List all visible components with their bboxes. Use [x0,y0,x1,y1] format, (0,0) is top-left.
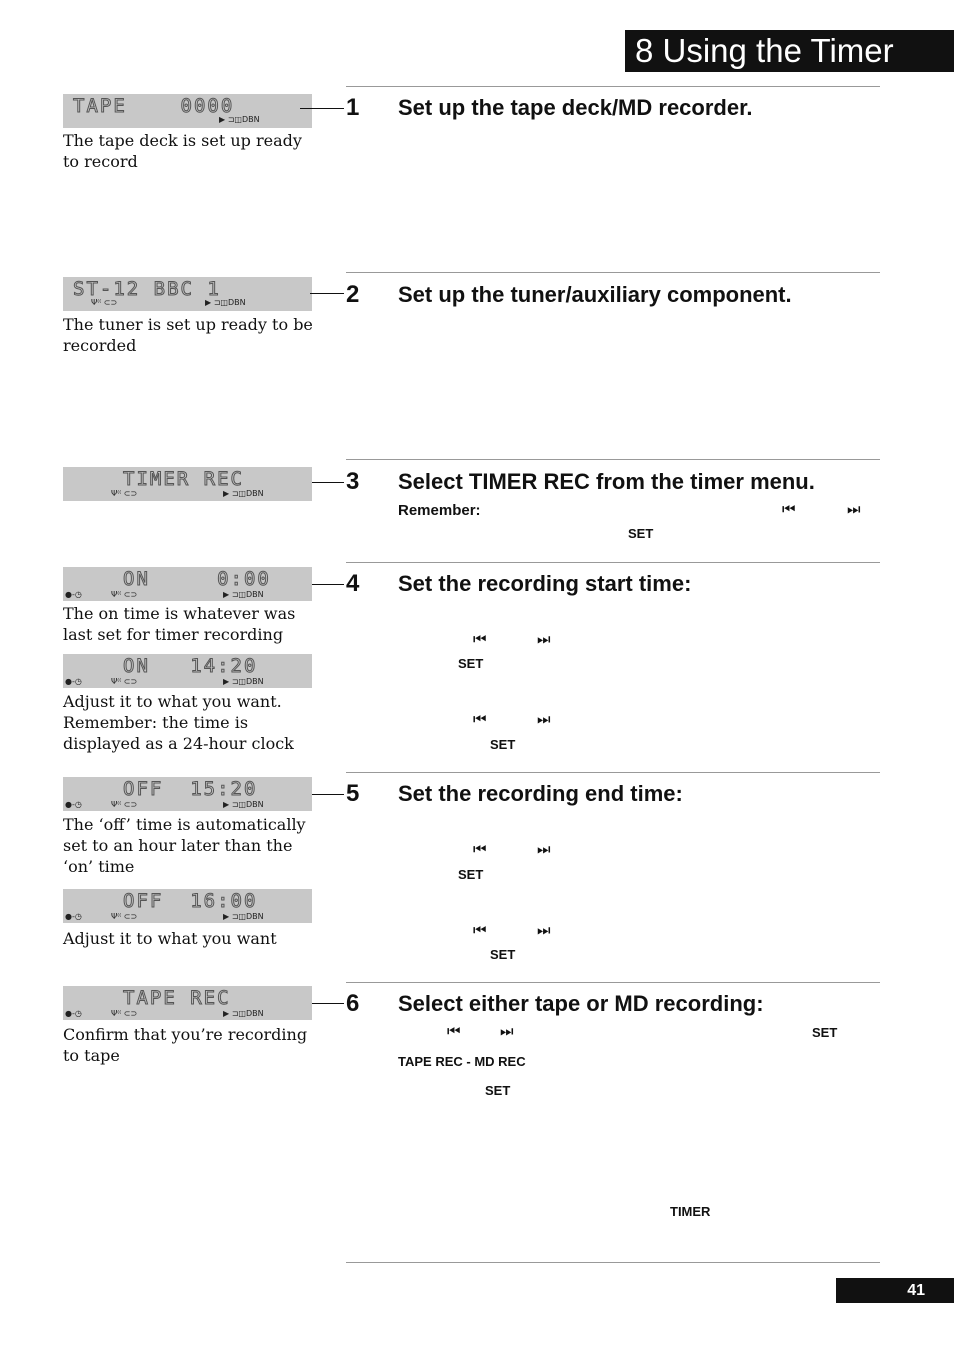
record-indicator-icon: ▶ ⊐◫DBN [223,800,264,809]
caption-adjust-off: Adjust it to what you want [63,929,277,948]
connector-line [312,1003,344,1004]
remember-label: Remember: [398,502,481,519]
set-label: SET [490,947,516,962]
lcd-text: OFF 16:00 [123,890,258,912]
step-number: 1 [346,94,360,121]
step-title: Set the recording end time: [398,781,683,806]
section-divider [346,982,880,983]
lcd-display-off-time-adjusted [63,889,312,923]
lcd-text: TAPE REC [123,987,231,1009]
section-divider [346,772,880,773]
connector-line [300,108,344,109]
connector-line [312,482,344,483]
skip-forward-icon: ⏭ [537,840,551,858]
lcd-display-on-time [63,567,312,601]
antenna-icon: Ψ⁽⁽ ⊂⊃ [111,800,138,809]
connector-line [312,794,344,795]
step-number: 4 [346,570,360,597]
lcd-display-off-time [63,777,312,811]
record-indicator-icon: ▶ ⊐◫DBN [223,1009,264,1018]
caption-tape: The tape deck is set up ready to record [63,131,302,171]
set-label: SET [485,1083,511,1098]
lcd-text: ON 14:20 [123,655,258,677]
skip-back-icon: ⏮ [447,1022,461,1040]
skip-forward-icon: ⏭ [537,630,551,648]
timer-icon: ●-◷ [65,677,82,686]
lcd-display-tape-rec [63,986,312,1020]
step-title: Select either tape or MD recording: [398,991,764,1016]
set-label: SET [458,867,484,882]
step-title: Select TIMER REC from the timer menu. [398,469,815,494]
timer-icon: ●-◷ [65,590,82,599]
timer-icon: ●-◷ [65,1009,82,1018]
tape-md-rec-label: TAPE REC - MD REC [398,1054,526,1069]
lcd-display-on-time-adjusted [63,654,312,688]
skip-forward-icon: ⏭ [537,710,551,728]
set-label: SET [812,1025,838,1040]
lcd-text: ST-12 BBC 1 [73,278,221,300]
lcd-display-timer-rec [63,467,312,501]
step-number: 6 [346,990,360,1017]
lcd-display-tape [63,94,312,128]
skip-back-icon: ⏮ [473,630,487,648]
section-divider [346,272,880,273]
skip-back-icon: ⏮ [473,921,487,939]
skip-forward-icon: ⏭ [500,1022,514,1040]
antenna-icon: Ψ⁽⁽ ⊂⊃ [111,489,138,498]
step-number: 5 [346,780,360,807]
antenna-icon: Ψ⁽⁽ ⊂⊃ [111,590,138,599]
section-divider [346,1262,880,1263]
set-label: SET [458,656,484,671]
step-title: Set up the tuner/auxiliary component. [398,282,792,307]
connector-line [310,293,344,294]
antenna-icon: Ψ⁽⁽ ⊂⊃ [111,1009,138,1018]
chapter-title: 8 Using the Timer [625,30,954,72]
record-indicator-icon: ▶ ⊐◫DBN [219,115,260,124]
connector-line [312,584,344,585]
skip-back-icon: ⏮ [473,840,487,858]
section-divider [346,86,880,87]
caption-on-time: The on time is whatever was last set for timer recording [63,604,296,644]
skip-back-icon: ⏮ [782,500,796,518]
caption-off-time: The ‘off’ time is automatically set to an hour later than the ‘on’ time [63,815,306,876]
caption-confirm-tape: Confirm that you’re recording to tape [63,1025,308,1065]
timer-icon: ●-◷ [65,912,82,921]
timer-icon: ●-◷ [65,800,82,809]
skip-back-icon: ⏮ [473,710,487,728]
lcd-text: ON 0:00 [123,568,271,590]
step-number: 2 [346,281,360,308]
record-indicator-icon: ▶ ⊐◫DBN [223,590,264,599]
caption-adjust-on: Adjust it to what you want. Remember: the time is displayed as a 24-hour clock [63,692,294,753]
step-title: Set the recording start time: [398,571,692,596]
caption-tuner: The tuner is set up ready to be recorded [63,315,313,355]
section-divider [346,562,880,563]
timer-label: TIMER [670,1204,711,1219]
step-number: 3 [346,468,360,495]
page-number: 41 [836,1278,954,1303]
set-label: SET [628,526,654,541]
lcd-display-tuner [63,277,312,311]
skip-forward-icon: ⏭ [537,921,551,939]
record-indicator-icon: ▶ ⊐◫DBN [223,912,264,921]
step-title: Set up the tape deck/MD recorder. [398,95,753,120]
set-label: SET [490,737,516,752]
record-indicator-icon: ▶ ⊐◫DBN [223,677,264,686]
record-indicator-icon: ▶ ⊐◫DBN [205,298,246,307]
antenna-icon: Ψ⁽⁽ ⊂⊃ [91,298,118,307]
record-indicator-icon: ▶ ⊐◫DBN [223,489,264,498]
lcd-text: OFF 15:20 [123,778,258,800]
lcd-text: TAPE 0000 [73,95,235,117]
antenna-icon: Ψ⁽⁽ ⊂⊃ [111,677,138,686]
lcd-text: TIMER REC [123,468,244,490]
section-divider [346,459,880,460]
antenna-icon: Ψ⁽⁽ ⊂⊃ [111,912,138,921]
skip-forward-icon: ⏭ [847,500,861,518]
